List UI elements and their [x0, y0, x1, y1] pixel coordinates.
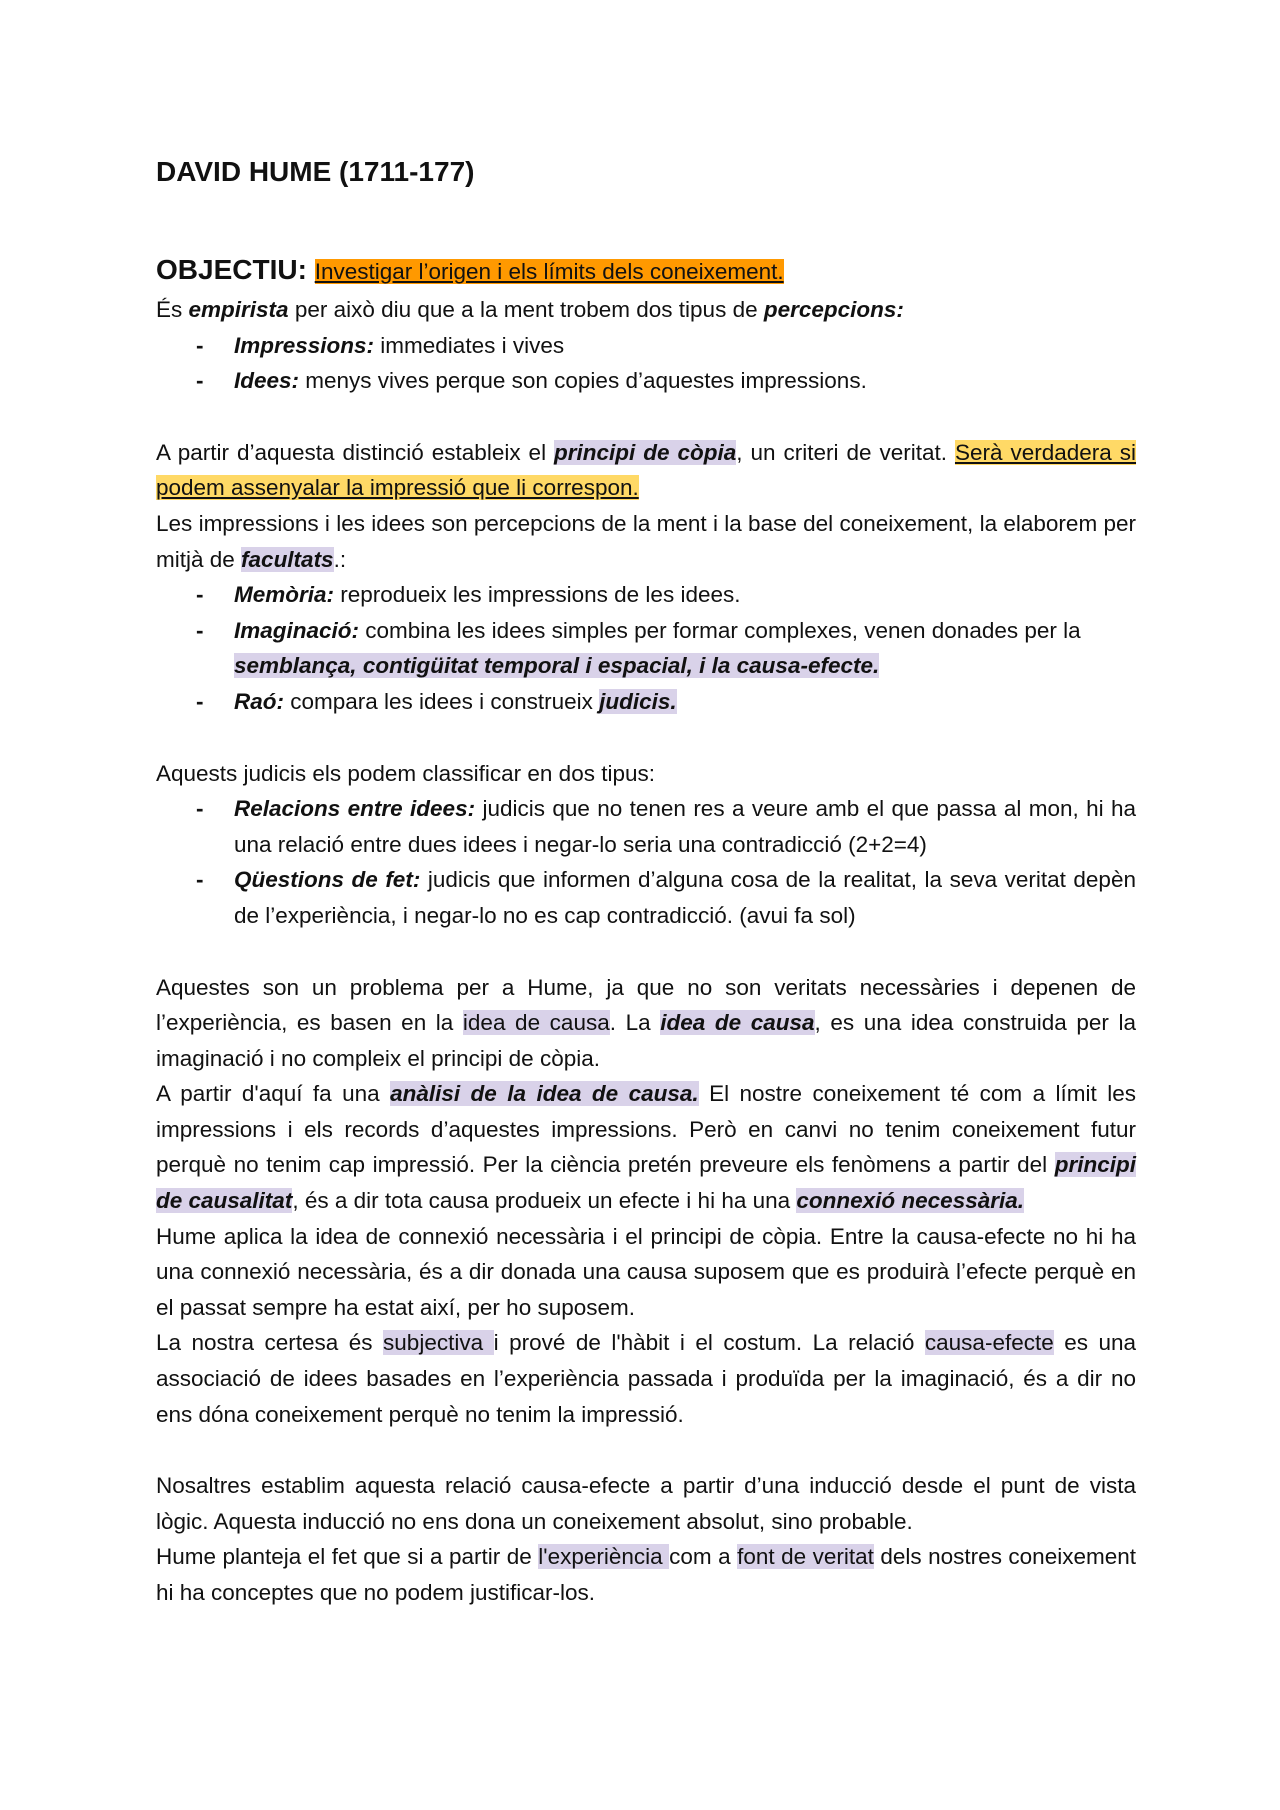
list-item-term: Idees:	[234, 368, 300, 394]
objective-text: Investigar l’origen i els límits dels coneixement.	[314, 259, 784, 284]
paragraph-gap	[156, 1432, 1136, 1468]
highlight-subjectiva: subjectiva	[383, 1330, 494, 1356]
perceptions-list	[156, 328, 1136, 399]
highlight-principi-causalitat: principi de causalitat	[156, 1152, 1136, 1214]
list-item-term: Relacions entre idees:	[234, 796, 476, 822]
bullet-dash: -	[196, 867, 204, 893]
analysis-text-3: , és a dir tota causa produeix un efecte i hi ha una	[292, 1188, 797, 1214]
problem-text-3: , es una idea construida per la imaginació i no compleix el principi de còpia.	[156, 1010, 1137, 1071]
highlight-judicis: judicis.	[599, 688, 677, 714]
highlight-causa-efecte: causa-efecte	[924, 1330, 1054, 1356]
list-item	[196, 577, 1136, 613]
highlight-facultats: facultats	[241, 546, 334, 572]
page-title: DAVID HUME (1711-177)	[156, 156, 475, 187]
list-item	[196, 862, 1136, 933]
conclusion-text-3: dels nostres coneixement hi ha conceptes que no podem justificar-los.	[156, 1544, 1136, 1605]
list-item-text: combina les idees simples per formar complexes, venen donades per la	[359, 617, 1081, 643]
intro-text-1: És	[156, 297, 189, 322]
highlight-idea-causa-bold: idea de causa	[660, 1010, 815, 1036]
copia-text-1: A partir d’aquesta distinció estableix el	[156, 439, 555, 465]
paragraph-gap	[156, 934, 1136, 970]
highlight-font-veritat: font de veritat	[737, 1544, 874, 1570]
problem-paragraph	[156, 970, 1136, 1077]
conclusion-text-2: com a	[669, 1544, 738, 1570]
faculties-intro	[156, 506, 1136, 577]
certainty-text-1: La nostra certesa és	[156, 1330, 384, 1356]
certainty-text-2: i prové de l'hàbit i el costum. La relació	[493, 1330, 925, 1356]
intro-term-percepcions: percepcions:	[763, 297, 904, 322]
paragraph-gap	[156, 720, 1136, 756]
highlight-analisi: anàlisi de la idea de causa.	[390, 1081, 699, 1107]
list-item-text: judicis que no tenen res a veure amb el que passa al mon, hi ha una relació entre dues idees i negar-lo seria una contradicció (2+2=4)	[234, 796, 1136, 857]
judgments-list	[156, 791, 1136, 933]
list-item-text: menys vives perque son copies d’aquestes impressions.	[299, 368, 867, 394]
problem-text-2: . La	[609, 1010, 661, 1036]
induction-paragraph: Nosaltres establim aquesta relació causa-efecte a partir d’una inducció desde el punt de vista lògic. Aquesta inducció no ens dona un coneixement absolut, sino probable.	[156, 1473, 1136, 1534]
document-body	[156, 150, 1136, 1611]
judgments-intro: Aquests judicis els podem classificar en dos tipus:	[156, 760, 655, 786]
highlight-experiencia: l'experiència	[538, 1544, 670, 1570]
faculties-list	[156, 577, 1136, 719]
list-item-text: judicis que informen d’alguna cosa de la realitat, la seva veritat depèn de l’experiència, i negar-lo no es cap contradicció. (avui fa sol)	[234, 867, 1136, 928]
intro-paragraph	[156, 292, 1136, 328]
objective-line	[156, 250, 1136, 292]
analysis-text-2: El nostre coneixement té com a límit les impressions i els records d’aquestes impressions. Però en canvi no tenim coneixement futur perquè no tenim cap impressió. Per la ciència pretén preveure els fenòmens a partir del	[156, 1081, 1136, 1178]
list-item	[196, 363, 1136, 399]
list-item	[196, 328, 1136, 364]
conclusion-text-1: Hume planteja el fet que si a partir de	[156, 1544, 539, 1570]
copia-paragraph	[156, 435, 1136, 506]
problem-text-1: Aquestes son un problema per a Hume, ja que no son veritats necessàries i depenen de l’experiència, es basen en la	[156, 974, 1136, 1036]
list-item-text: reprodueix les impressions de les idees.	[334, 582, 741, 608]
bullet-dash: -	[196, 582, 204, 608]
list-item-term: Qüestions de fet:	[234, 867, 421, 893]
list-item	[196, 791, 1136, 862]
bullet-dash: -	[196, 796, 204, 822]
objective-label: OBJECTIU:	[156, 254, 307, 285]
list-item-term: Impressions:	[234, 332, 375, 358]
highlight-verdadera: Serà verdadera si podem assenyalar la impressió que li correspon.	[156, 439, 1137, 501]
bullet-dash: -	[196, 368, 204, 394]
highlight-semblanca: semblança, contigüitat temporal i espacial, i la causa-efecte.	[234, 653, 880, 679]
list-item-text: compara les idees i construeix	[284, 688, 600, 714]
list-item	[196, 613, 1136, 684]
copia-text-2: , un criteri de veritat.	[736, 439, 955, 465]
highlight-connexio-necessaria: connexió necessària.	[796, 1188, 1025, 1214]
certainty-paragraph	[156, 1325, 1136, 1432]
bullet-dash: -	[196, 688, 204, 714]
connection-paragraph: Hume aplica la idea de connexió necessària i el principi de còpia. Entre la causa-efecte no hi ha una connexió necessària, és a dir donada una causa suposem que es produirà l’efecte perquè en el passat sempre ha estat així, per ho suposem.	[156, 1223, 1136, 1320]
certainty-text-3: es una associació de idees basades en l’experiència passada i produïda per la imaginació, és a dir no ens dóna coneixement perquè no tenim la impressió.	[156, 1330, 1136, 1427]
analysis-paragraph	[156, 1076, 1136, 1218]
faculties-text-1: Les impressions i les idees son percepcions de la ment i la base del coneixement, la elaborem per mitjà de	[156, 510, 1136, 572]
intro-term-empirista: empirista	[188, 297, 289, 322]
paragraph-gap	[156, 399, 1136, 435]
analysis-text-1: A partir d'aquí fa una	[156, 1081, 391, 1107]
list-item	[196, 684, 1136, 720]
bullet-dash: -	[196, 332, 204, 358]
list-item-text: immediates i vives	[374, 332, 565, 358]
highlight-principi-copia: principi de còpia	[554, 439, 737, 465]
conclusion-paragraph	[156, 1539, 1136, 1610]
list-item-term: Memòria:	[234, 582, 335, 608]
list-item-term: Imaginació:	[234, 617, 360, 643]
bullet-dash: -	[196, 617, 204, 643]
highlight-idea-causa: idea de causa	[462, 1010, 610, 1036]
intro-text-2: per això diu que a la ment trobem dos tipus de	[288, 297, 764, 322]
list-item-term: Raó:	[234, 688, 284, 714]
faculties-text-2: .:	[333, 546, 347, 572]
